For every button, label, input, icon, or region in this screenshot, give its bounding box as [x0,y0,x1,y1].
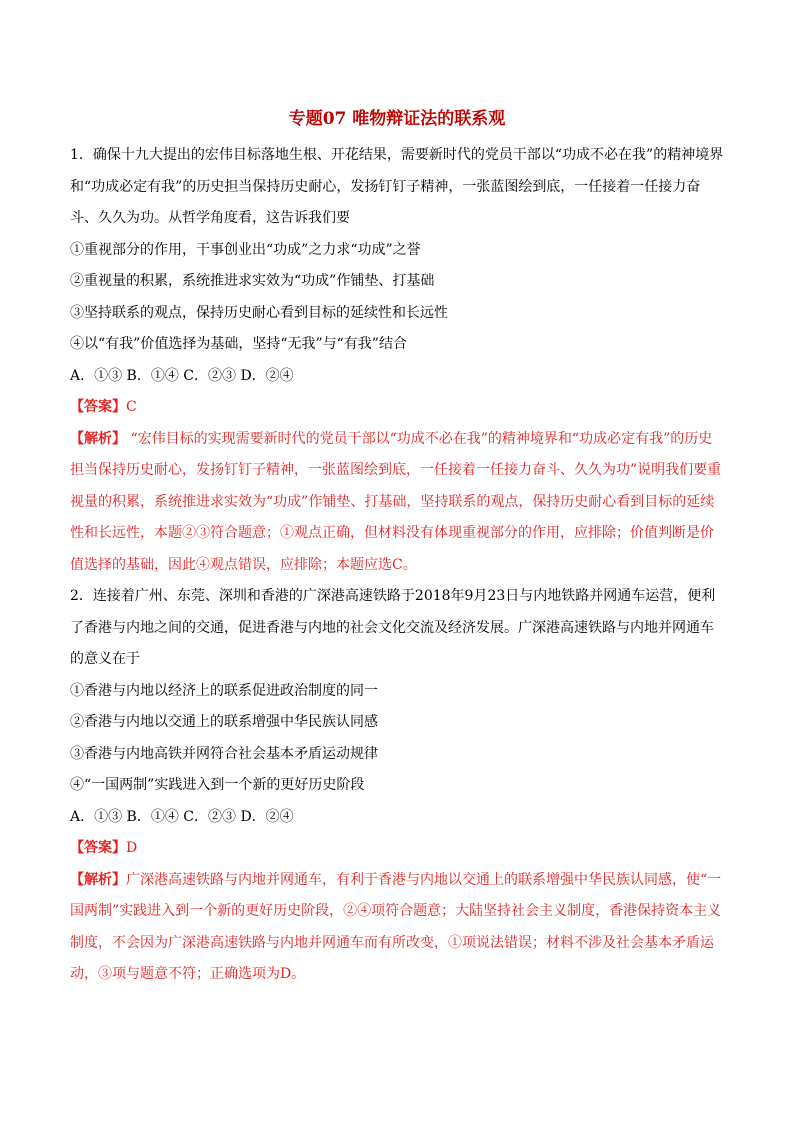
question-1-option-4: ④以“有我”价值选择为基础，坚持“无我”与“有我”结合 [70,336,407,352]
analysis-text: 广深港高速铁路与内地并网通车，有利于香港与内地以交通上的联系增强中华民族认同感，使“一国两制”实践进入到一个新的更好历史阶段，②④项符合题意；大陆坚持社会主义制度，香港保持资本主义制度，不会因为广深港高速铁路与内地并网通车而有所改变，①项说法错误；材料不涉及社会基本矛盾运动，③项与题意不符；正确选项为D。 [70,871,722,982]
question-1-choices: A．①③ B．①④ C．②③ D．②④ [70,367,294,384]
question-2-answer [70,833,726,865]
question-1-stem: 1．确保十九大提出的宏伟目标落地生根、开花结果，需要新时代的党员干部以“功成不必在我”的精神境界和“功成必定有我”的历史担当保持历史耐心，发扬钉钉子精神，一张蓝图绘到底，一任接着一任接力奋斗、久久为功。从哲学角度看，这告诉我们要 [70,147,724,226]
answer-label: 【答案】 [70,399,126,415]
analysis-label: 【解析】 [70,430,126,447]
question-2-analysis [70,865,726,991]
question-1-answer [70,392,726,424]
question-2-option-2: ②香港与内地以交通上的联系增强中华民族认同感 [70,714,378,730]
answer-label: 【答案】 [70,840,126,856]
answer-value: C [126,399,137,415]
question-1-option-1: ①重视部分的作用，干事创业出“功成”之力求“功成”之誉 [70,241,421,258]
question-1-analysis [70,424,726,582]
question-1-option-3: ③坚持联系的观点，保持历史耐心看到目标的延续性和长远性 [70,304,448,321]
question-2-option-4: ④“一国两制”实践进入到一个新的更好历史阶段 [70,777,365,793]
analysis-label: 【解析】 [70,871,126,888]
page-title: 专题07 唯物辩证法的联系观 [288,109,506,129]
question-2-choices: A．①③ B．①④ C．②③ D．②④ [70,808,294,825]
question-2-option-3: ③香港与内地高铁并网符合社会基本矛盾运动规律 [70,745,378,762]
analysis-text: “宏伟目标的实现需要新时代的党员干部以“功成不必在我”的精神境界和“功成必定有我”的历史担当保持历史耐心，发扬钉钉子精神，一张蓝图绘到底，一任接着一任接力奋斗、久久为功”说明我们要重视量的积累，系统推进求实效为“功成”作铺垫、打基础，坚持联系的观点，保持历史耐心看到目标的延续性和长远性，本题②③符合题意；①观点正确，但材料没有体现重视部分的作用，应排除；价值判断是价值选择的基础，因此④观点错误，应排除；本题应选C。 [70,430,722,573]
document-body [70,140,726,991]
question-1-option-2: ②重视量的积累，系统推进求实效为“功成”作铺垫、打基础 [70,273,435,289]
question-2-stem: 2．连接着广州、东莞、深圳和香港的广深港高速铁路于2018年9月23日与内地铁路并网通车运营，便利了香港与内地之间的交通，促进香港与内地的社会文化交流及经济发展。广深港高速铁路与内地并网通车的意义在于 [70,588,716,667]
question-2-option-1: ①香港与内地以经济上的联系促进政治制度的同一 [70,682,378,699]
answer-value: D [126,840,138,856]
